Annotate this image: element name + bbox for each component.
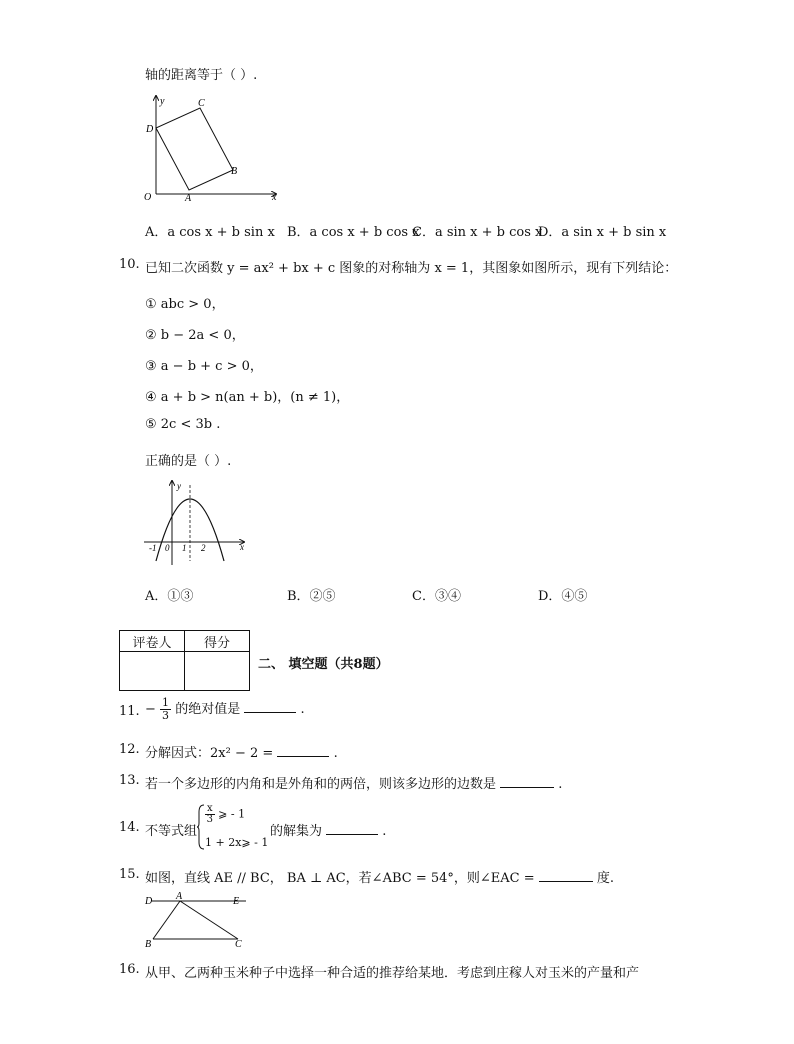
q14-fraction-bottom: 3 bbox=[206, 814, 213, 825]
q11-fraction-bottom: 3 bbox=[162, 709, 170, 722]
grader-cell[interactable] bbox=[120, 652, 185, 691]
q10-option-c[interactable]: C．③④ bbox=[412, 589, 461, 604]
q16-number: 16. bbox=[119, 962, 140, 977]
q10-item-4: ④ a + b > n(an + b)，(n ≠ 1)， bbox=[145, 390, 350, 405]
q14-brace bbox=[197, 804, 205, 850]
label-one: 1 bbox=[182, 543, 187, 553]
label-two: 2 bbox=[201, 543, 206, 553]
score-cell[interactable] bbox=[185, 652, 250, 691]
label-d: D bbox=[146, 124, 154, 135]
q14-line-2: 1 + 2x⩾ - 1 bbox=[205, 836, 269, 849]
q9-figure bbox=[138, 92, 283, 204]
q14-answer-blank[interactable] bbox=[326, 822, 378, 835]
q11-answer-blank[interactable] bbox=[244, 700, 296, 713]
q10-item-2: ② b − 2a < 0， bbox=[145, 328, 245, 343]
q14-tail bbox=[270, 820, 386, 839]
q10-figure bbox=[140, 477, 252, 569]
q14-tail-text: 的解集为 bbox=[270, 824, 323, 839]
label-b: B bbox=[145, 939, 152, 950]
segment-ab bbox=[153, 901, 180, 939]
q11-number: 11. bbox=[119, 704, 140, 719]
q11-body bbox=[145, 697, 305, 722]
q11-fraction-top: 1 bbox=[162, 696, 170, 709]
label-d: D bbox=[145, 896, 153, 907]
q13-text: 若一个多边形的内角和是外角和的两倍，则该多边形的边数是 bbox=[145, 777, 497, 792]
q16-text: 从甲、乙两种玉米种子中选择一种合适的推荐给某地．考虑到庄稼人对玉米的产量和产 bbox=[145, 966, 640, 981]
q15-number: 15. bbox=[119, 867, 140, 882]
q14-end: . bbox=[382, 824, 387, 839]
label-a: A bbox=[185, 193, 192, 204]
q11-fraction bbox=[160, 697, 171, 722]
segment-ac bbox=[180, 901, 238, 939]
q15-figure bbox=[140, 891, 255, 951]
q12-end: . bbox=[333, 746, 338, 761]
q11-end: . bbox=[300, 702, 305, 717]
q12-answer-blank[interactable] bbox=[277, 744, 329, 757]
q15-answer-blank[interactable] bbox=[539, 869, 593, 882]
q13-end: . bbox=[558, 777, 563, 792]
q9-stem-tail: 轴的距离等于（ ）. bbox=[145, 68, 258, 83]
q14-fraction-top: x bbox=[207, 803, 213, 814]
q14-number: 14. bbox=[119, 820, 140, 835]
q15-body bbox=[145, 867, 614, 886]
grader-header: 评卷人 bbox=[120, 631, 185, 652]
section-title: 二、 填空题（共8题） bbox=[258, 657, 389, 672]
q9-option-d[interactable]: D．a sin x + b sin x bbox=[538, 225, 667, 240]
q10-number: 10. bbox=[119, 257, 140, 272]
label-x: x bbox=[240, 542, 244, 552]
label-c: C bbox=[235, 939, 242, 950]
q14-line-1 bbox=[205, 804, 245, 825]
q15-end: 度. bbox=[596, 871, 615, 886]
q15-text: 如图，直线 AE // BC， BA ⊥ AC，若∠ABC = 54°，则∠EAC = bbox=[145, 871, 535, 886]
q9-option-b[interactable]: B．a cos x + b cos x bbox=[287, 225, 420, 240]
q10-option-b[interactable]: B．②⑤ bbox=[287, 589, 336, 604]
q10-item-3: ③ a − b + c > 0， bbox=[145, 359, 263, 374]
q13-body bbox=[145, 773, 562, 792]
label-y: y bbox=[160, 96, 165, 107]
label-zero: 0 bbox=[165, 543, 170, 553]
q9-option-c[interactable]: C．a sin x + b cos x bbox=[412, 225, 543, 240]
label-y: y bbox=[177, 481, 181, 491]
q10-item-1: ① abc > 0， bbox=[145, 297, 225, 312]
q10-stem: 已知二次函数 y = ax² + bx + c 图象的对称轴为 x = 1，其图象如图所示，现有下列结论： bbox=[145, 261, 678, 276]
score-table bbox=[119, 630, 250, 691]
q11-text: 的绝对值是 bbox=[175, 702, 241, 717]
q14-line-1-rest: ⩾ - 1 bbox=[218, 807, 246, 821]
q10-option-d[interactable]: D．④⑤ bbox=[538, 589, 588, 604]
q11-sign: − bbox=[145, 702, 156, 717]
q14-text: 不等式组 bbox=[145, 824, 198, 839]
label-b: B bbox=[231, 166, 238, 177]
label-a: A bbox=[176, 891, 183, 902]
label-o: O bbox=[144, 192, 152, 203]
score-header: 得分 bbox=[185, 631, 250, 652]
q14-fraction bbox=[205, 804, 215, 825]
label-e: E bbox=[233, 896, 240, 907]
q10-item-5: ⑤ 2c < 3b . bbox=[145, 417, 221, 432]
q9-option-a[interactable]: A．a cos x + b sin x bbox=[145, 225, 275, 240]
label-x: x bbox=[272, 192, 277, 203]
q10-option-a[interactable]: A．①③ bbox=[145, 589, 194, 604]
label-minus-one: -1 bbox=[149, 543, 157, 553]
q13-answer-blank[interactable] bbox=[500, 775, 554, 788]
q12-text: 分解因式：2x² − 2 = bbox=[145, 746, 274, 761]
rectangle-abcd bbox=[156, 108, 233, 190]
q12-number: 12. bbox=[119, 742, 140, 757]
q10-ask: 正确的是（ ）. bbox=[145, 454, 232, 469]
label-c: C bbox=[198, 98, 205, 109]
q12-body bbox=[145, 742, 338, 761]
q13-number: 13. bbox=[119, 773, 140, 788]
